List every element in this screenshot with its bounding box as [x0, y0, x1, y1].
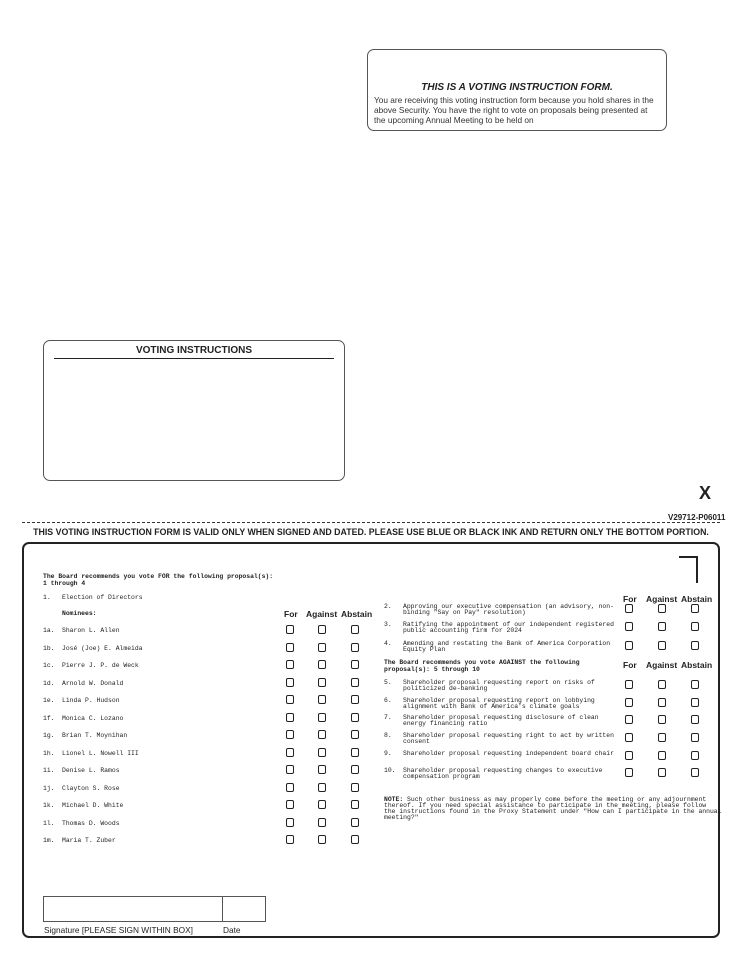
- proposal-text-line2: alignment with Bank of America's climate goals: [403, 703, 580, 710]
- proposal-text-line2: compensation program: [403, 773, 480, 780]
- proposal-2-against-checkbox[interactable]: [658, 604, 666, 613]
- proposal-4-against-checkbox[interactable]: [658, 641, 666, 650]
- nominee-1g-against-checkbox[interactable]: [318, 730, 326, 739]
- nominee-name: José (Joe) E. Almeida: [62, 645, 143, 652]
- nominee-number: 1c.: [43, 662, 55, 669]
- left-recommend-range: 1 through 4: [43, 580, 86, 587]
- proposal-text-line2: public accounting firm for 2024: [403, 627, 522, 634]
- right-header2-for: For: [623, 660, 637, 670]
- proposal-number: 5.: [384, 679, 392, 686]
- nominee-1e-abstain-checkbox[interactable]: [351, 695, 359, 704]
- nominee-number: 1m.: [43, 837, 55, 844]
- item1-text: Election of Directors: [62, 594, 143, 601]
- proposal-number: 6.: [384, 697, 392, 704]
- nominee-1k-for-checkbox[interactable]: [286, 800, 294, 809]
- nominee-number: 1k.: [43, 802, 55, 809]
- left-header-for: For: [284, 609, 298, 619]
- proposal-number: 7.: [384, 714, 392, 721]
- proposal-text-line1: Shareholder proposal requesting independent board chair: [403, 750, 614, 757]
- proposal-6-abstain-checkbox[interactable]: [691, 698, 699, 707]
- proposal-text-line1: Shareholder proposal requesting disclosure of clean: [403, 714, 599, 721]
- proposal-7-for-checkbox[interactable]: [625, 715, 633, 724]
- nominee-1f-for-checkbox[interactable]: [286, 713, 294, 722]
- nominee-1g-abstain-checkbox[interactable]: [351, 730, 359, 739]
- nominee-1e-for-checkbox[interactable]: [286, 695, 294, 704]
- nominee-1a-against-checkbox[interactable]: [318, 625, 326, 634]
- signature-label: Signature [PLEASE SIGN WITHIN BOX]: [44, 925, 193, 935]
- nominee-1b-abstain-checkbox[interactable]: [351, 643, 359, 652]
- proposal-2-for-checkbox[interactable]: [625, 604, 633, 613]
- proposal-text-line2: binding "Say on Pay" resolution): [403, 609, 526, 616]
- note-line-4: meeting?": [384, 814, 419, 821]
- nominee-1e-against-checkbox[interactable]: [318, 695, 326, 704]
- nominee-1c-against-checkbox[interactable]: [318, 660, 326, 669]
- nominee-1c-abstain-checkbox[interactable]: [351, 660, 359, 669]
- nominee-number: 1a.: [43, 627, 55, 634]
- note-line-2: thereof. If you need special assistance to participate in the meeting, please follow: [384, 802, 707, 809]
- proposal-text-line1: Ratifying the appointment of our independent registered: [403, 621, 614, 628]
- document-code: V29712-P06011: [668, 513, 726, 522]
- nominee-1h-abstain-checkbox[interactable]: [351, 748, 359, 757]
- nominee-1l-for-checkbox[interactable]: [286, 818, 294, 827]
- nominee-name: Sharon L. Allen: [62, 627, 120, 634]
- proposal-10-against-checkbox[interactable]: [658, 768, 666, 777]
- nominee-1a-for-checkbox[interactable]: [286, 625, 294, 634]
- nominees-label: Nominees:: [62, 610, 97, 617]
- mark-x: X: [699, 483, 712, 503]
- nominee-1f-abstain-checkbox[interactable]: [351, 713, 359, 722]
- nominee-number: 1d.: [43, 680, 55, 687]
- proposal-number: 8.: [384, 732, 392, 739]
- proposal-7-against-checkbox[interactable]: [658, 715, 666, 724]
- nominee-1l-against-checkbox[interactable]: [318, 818, 326, 827]
- nominee-name: Thomas D. Woods: [62, 820, 120, 827]
- nominee-1b-against-checkbox[interactable]: [318, 643, 326, 652]
- nominee-1j-against-checkbox[interactable]: [318, 783, 326, 792]
- signature-box[interactable]: [43, 896, 223, 922]
- voting-instructions-box: [43, 340, 345, 481]
- nominee-1m-abstain-checkbox[interactable]: [351, 835, 359, 844]
- nominee-1d-abstain-checkbox[interactable]: [351, 678, 359, 687]
- nominee-name: Clayton S. Rose: [62, 785, 120, 792]
- nominee-1j-for-checkbox[interactable]: [286, 783, 294, 792]
- nominee-1g-for-checkbox[interactable]: [286, 730, 294, 739]
- proposal-text-line2: Equity Plan: [403, 646, 446, 653]
- valid-notice: THIS VOTING INSTRUCTION FORM IS VALID ONLY WHEN SIGNED AND DATED. PLEASE USE BLUE OR BLACK INK AND RETURN ONLY THE BOTTOM PORTION.: [33, 527, 709, 537]
- info-body: You are receiving this voting instruction form because you hold shares in the above Security. You have the right to vote on proposals being presented at the upcoming Annual Meeting to be held on: [374, 95, 654, 125]
- proposal-9-for-checkbox[interactable]: [625, 751, 633, 760]
- right-header2-against: Against: [646, 660, 678, 670]
- proposal-8-abstain-checkbox[interactable]: [691, 733, 699, 742]
- nominee-1i-against-checkbox[interactable]: [318, 765, 326, 774]
- proposal-5-abstain-checkbox[interactable]: [691, 680, 699, 689]
- against-recommend-range: proposal(s): 5 through 10: [384, 666, 480, 673]
- nominee-number: 1f.: [43, 715, 55, 722]
- nominee-1c-for-checkbox[interactable]: [286, 660, 294, 669]
- nominee-name: Monica C. Lozano: [62, 715, 124, 722]
- nominee-1j-abstain-checkbox[interactable]: [351, 783, 359, 792]
- proposal-2-abstain-checkbox[interactable]: [691, 604, 699, 613]
- proposal-3-against-checkbox[interactable]: [658, 622, 666, 631]
- note-line-3: the instructions found in the Proxy Statement under "How can I participate in the annual: [384, 808, 722, 815]
- proposal-5-for-checkbox[interactable]: [625, 680, 633, 689]
- proposal-9-abstain-checkbox[interactable]: [691, 751, 699, 760]
- nominee-name: Maria T. Zuber: [62, 837, 116, 844]
- voting-instructions-rule: [54, 358, 334, 359]
- nominee-name: Denise L. Ramos: [62, 767, 120, 774]
- proposal-text-line1: Amending and restating the Bank of America Corporation: [403, 640, 611, 647]
- against-recommend: The Board recommends you vote AGAINST the following: [384, 659, 580, 666]
- proposal-text-line2: politicized de-banking: [403, 685, 488, 692]
- nominee-number: 1e.: [43, 697, 55, 704]
- nominee-name: Linda P. Hudson: [62, 697, 120, 704]
- right-header-against: Against: [646, 594, 678, 604]
- nominee-1k-abstain-checkbox[interactable]: [351, 800, 359, 809]
- right-header-abstain: Abstain: [681, 594, 713, 604]
- proposal-text-line1: Shareholder proposal requesting report on risks of: [403, 679, 595, 686]
- proposal-number: 4.: [384, 640, 392, 647]
- left-header-against: Against: [306, 609, 338, 619]
- info-box: [367, 49, 667, 131]
- proposal-5-against-checkbox[interactable]: [658, 680, 666, 689]
- nominee-number: 1h.: [43, 750, 55, 757]
- tear-line: [22, 522, 720, 523]
- nominee-name: Lionel L. Nowell III: [62, 750, 139, 757]
- nominee-1h-for-checkbox[interactable]: [286, 748, 294, 757]
- note-line-1-text: Such other business as may properly come before the meeting or any adjournment: [407, 796, 707, 803]
- nominee-1f-against-checkbox[interactable]: [318, 713, 326, 722]
- corner-registration-mark: [679, 556, 698, 583]
- proposal-number: 10.: [384, 767, 396, 774]
- proposal-number: 2.: [384, 603, 392, 610]
- proposal-number: 3.: [384, 621, 392, 628]
- proposal-10-abstain-checkbox[interactable]: [691, 768, 699, 777]
- proposal-text-line1: Shareholder proposal requesting report on lobbying: [403, 697, 595, 704]
- proposal-8-for-checkbox[interactable]: [625, 733, 633, 742]
- proposal-text-line1: Shareholder proposal requesting changes to executive: [403, 767, 603, 774]
- proposal-4-for-checkbox[interactable]: [625, 641, 633, 650]
- ballot-frame: [22, 542, 720, 938]
- date-box[interactable]: [222, 896, 266, 922]
- nominee-1m-for-checkbox[interactable]: [286, 835, 294, 844]
- nominee-1i-abstain-checkbox[interactable]: [351, 765, 359, 774]
- left-header-abstain: Abstain: [341, 609, 373, 619]
- nominee-name: Arnold W. Donald: [62, 680, 124, 687]
- proposal-7-abstain-checkbox[interactable]: [691, 715, 699, 724]
- nominee-1a-abstain-checkbox[interactable]: [351, 625, 359, 634]
- item1-number: 1.: [43, 594, 51, 601]
- left-recommend: The Board recommends you vote FOR the following proposal(s):: [43, 573, 274, 580]
- proposal-4-abstain-checkbox[interactable]: [691, 641, 699, 650]
- nominee-1d-for-checkbox[interactable]: [286, 678, 294, 687]
- proposal-8-against-checkbox[interactable]: [658, 733, 666, 742]
- nominee-name: Pierre J. P. de Weck: [62, 662, 139, 669]
- date-label: Date: [223, 925, 241, 935]
- nominee-1k-against-checkbox[interactable]: [318, 800, 326, 809]
- proposal-3-abstain-checkbox[interactable]: [691, 622, 699, 631]
- nominee-number: 1b.: [43, 645, 55, 652]
- nominee-name: Michael D. White: [62, 802, 124, 809]
- nominee-1d-against-checkbox[interactable]: [318, 678, 326, 687]
- proposal-text-line1: Approving our executive compensation (an advisory, non-: [403, 603, 614, 610]
- proposal-6-against-checkbox[interactable]: [658, 698, 666, 707]
- proposal-text-line1: Shareholder proposal requesting right to act by written: [403, 732, 614, 739]
- nominee-number: 1g.: [43, 732, 55, 739]
- proposal-3-for-checkbox[interactable]: [625, 622, 633, 631]
- voting-instructions-title: VOTING INSTRUCTIONS: [135, 345, 253, 356]
- right-header-for: For: [623, 594, 637, 604]
- proposal-9-against-checkbox[interactable]: [658, 751, 666, 760]
- nominee-1b-for-checkbox[interactable]: [286, 643, 294, 652]
- proposal-text-line2: energy financing ratio: [403, 720, 488, 727]
- proposal-10-for-checkbox[interactable]: [625, 768, 633, 777]
- nominee-number: 1l.: [43, 820, 55, 827]
- proposal-text-line2: consent: [403, 738, 430, 745]
- nominee-number: 1j.: [43, 785, 55, 792]
- right-header2-abstain: Abstain: [681, 660, 713, 670]
- nominee-1m-against-checkbox[interactable]: [318, 835, 326, 844]
- nominee-1h-against-checkbox[interactable]: [318, 748, 326, 757]
- note-label: NOTE:: [384, 796, 404, 803]
- nominee-1l-abstain-checkbox[interactable]: [351, 818, 359, 827]
- nominee-name: Brian T. Moynihan: [62, 732, 128, 739]
- nominee-1i-for-checkbox[interactable]: [286, 765, 294, 774]
- nominee-number: 1i.: [43, 767, 55, 774]
- proposal-number: 9.: [384, 750, 392, 757]
- info-title: THIS IS A VOTING INSTRUCTION FORM.: [421, 82, 613, 93]
- proposal-6-for-checkbox[interactable]: [625, 698, 633, 707]
